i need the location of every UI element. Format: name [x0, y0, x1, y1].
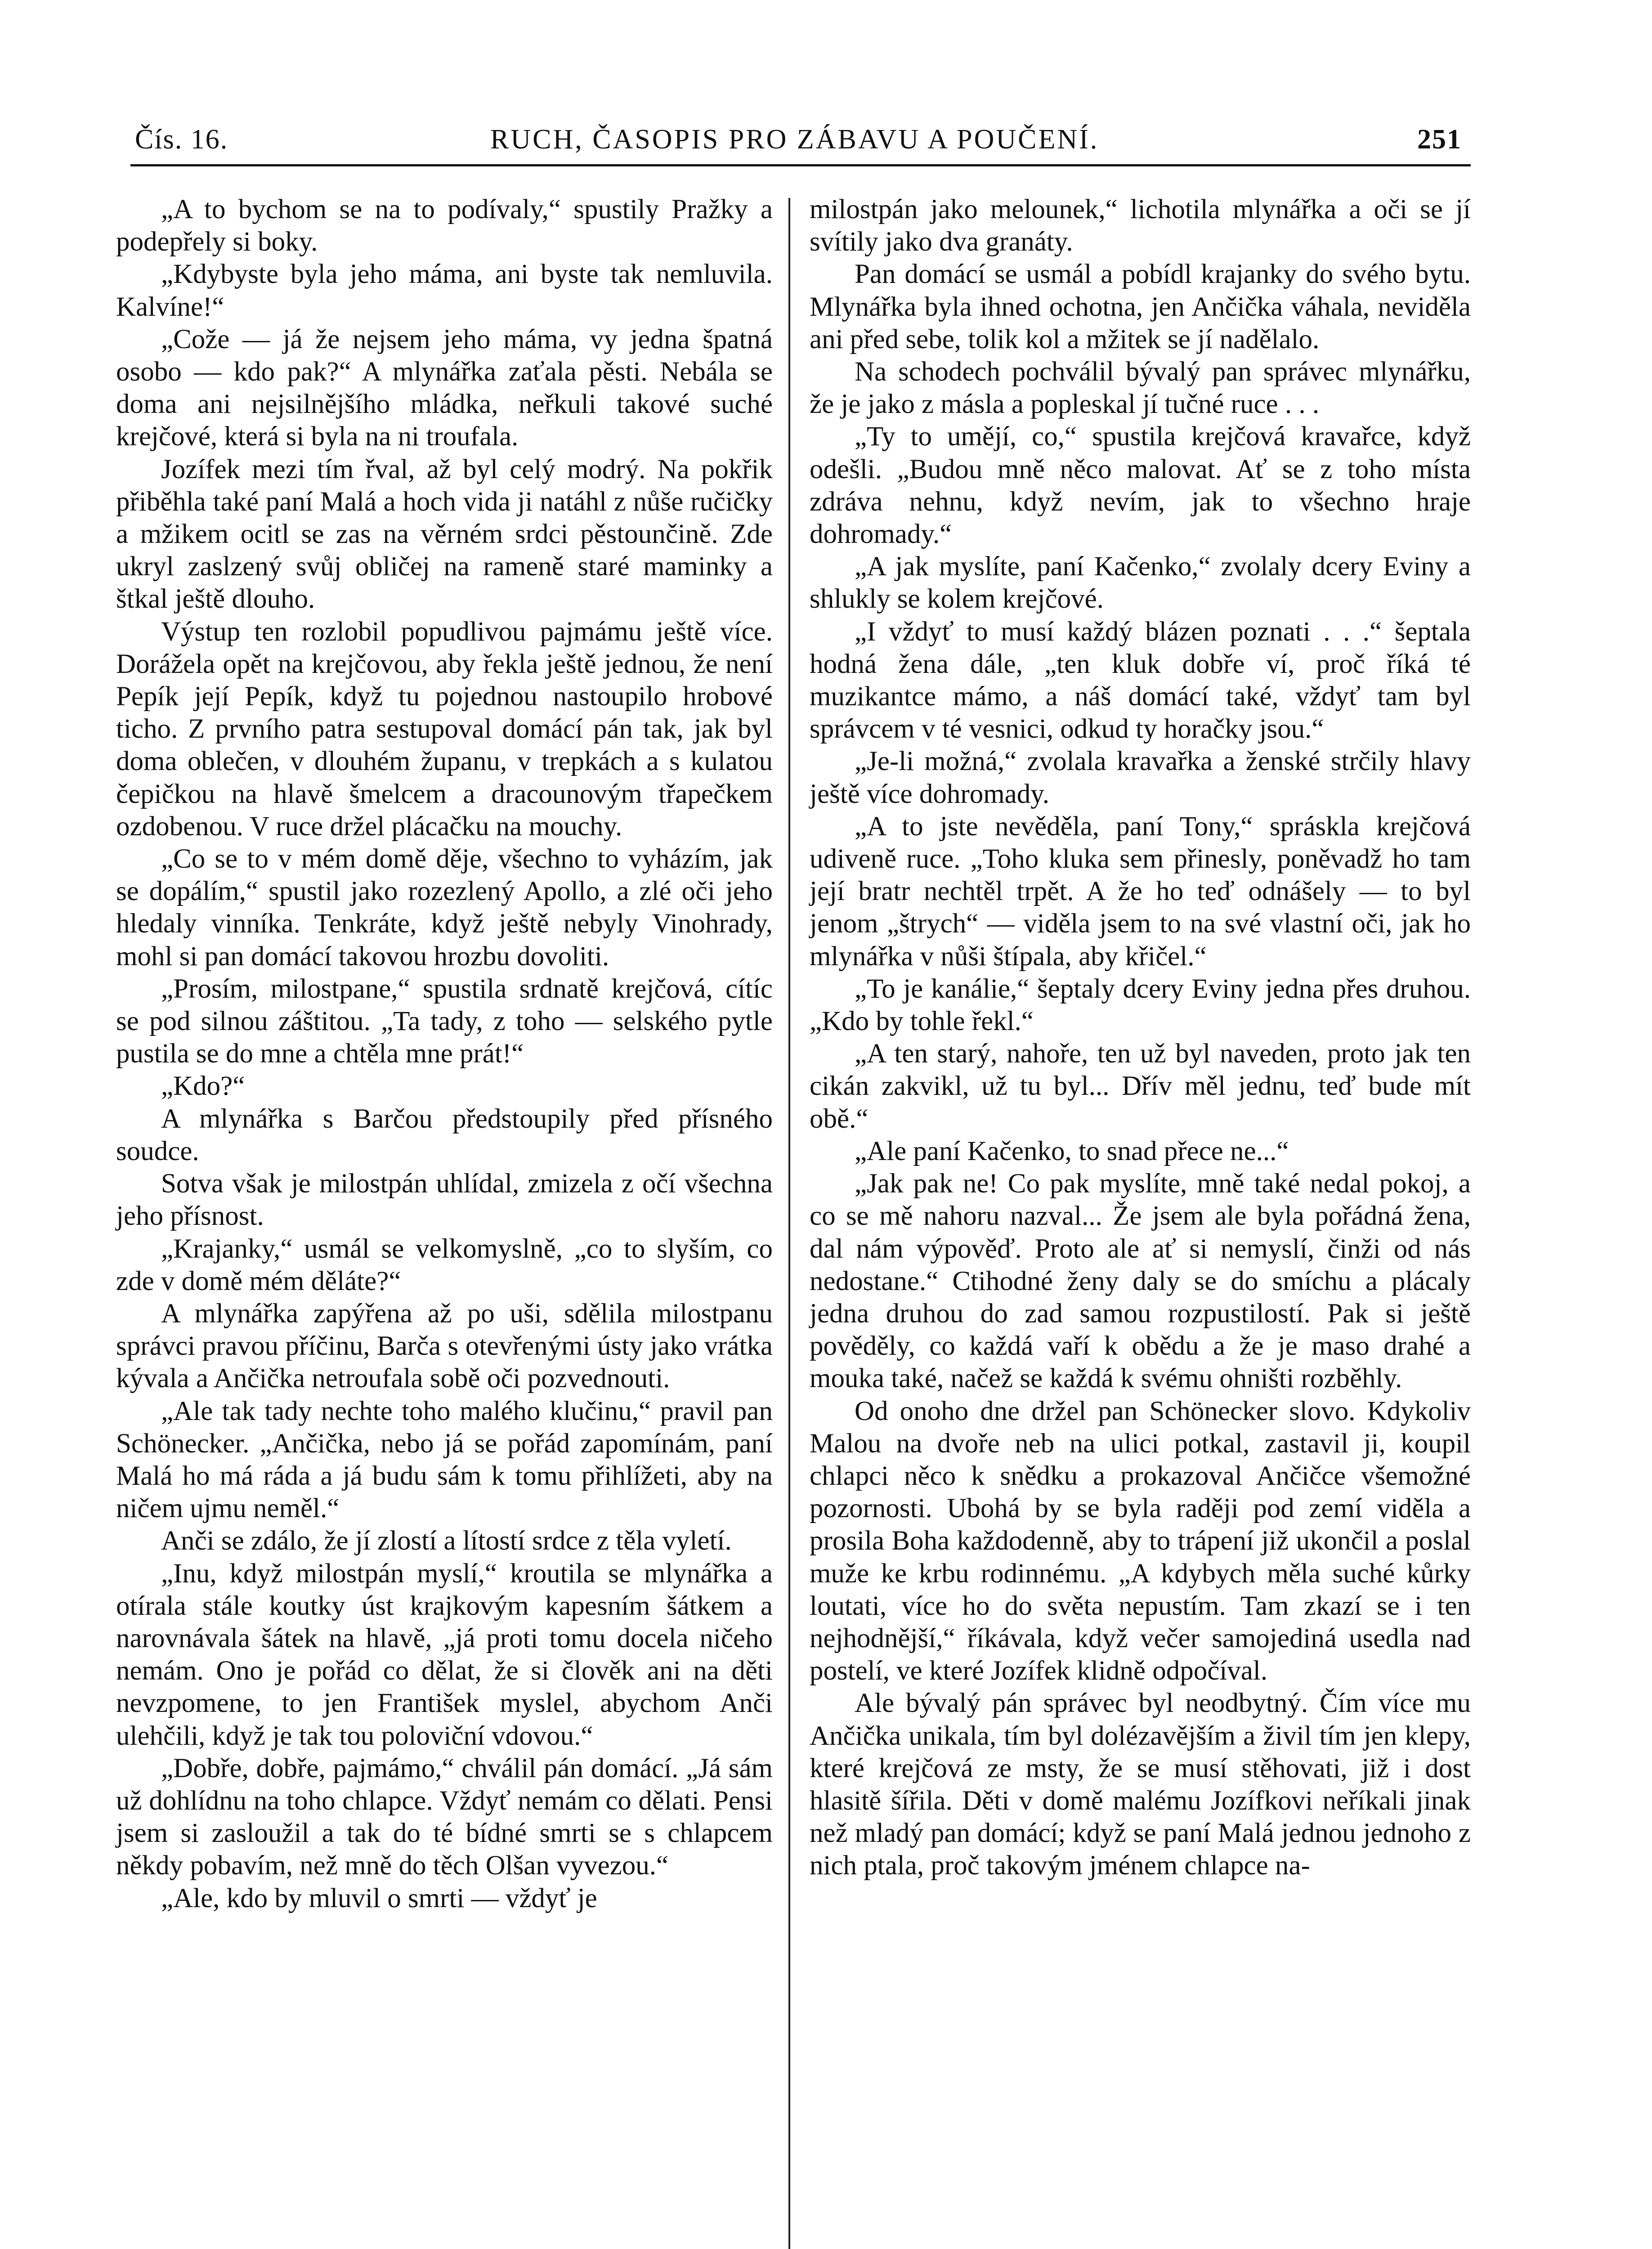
paragraph: Ale bývalý pán správec byl neodbytný. Čím více mu Ančička unikala, tím byl dolézavějším a živil tím jen klepy, které krejčová ze msty, že se musí stěhovati, již i dost hlasitě šířila. Děti v domě malému Jozífkovi neříkali jinak než mladý pan domácí; když se paní Malá jednou jednoho z nich ptala, proč takovým jménem chlapce na- [810, 1688, 1471, 1881]
paragraph: „A jak myslíte, paní Kačenko,“ zvolaly dcery Eviny a shlukly se kolem krejčové. [810, 551, 1471, 614]
paragraph: „To je kanálie,“ šeptaly dcery Eviny jedna přes druhou. „Kdo by tohle řekl.“ [810, 973, 1471, 1037]
page-number: 251 [1417, 124, 1462, 155]
paragraph: „Kdo?“ [161, 1071, 245, 1102]
paragraph: „Inu, když milostpán myslí,“ kroutila se mlynářka a otírala stále koutky úst krajkovým kapesním šátkem a narovnávala šátek na hlavě, „já proti tomu docela ničeho nemám. Ono je pořád co dělat, že si člověk ani na děti nevzpomene, to jen František myslel, abychom Anči ulehčili, když je tak tou poloviční vdovou.“ [116, 1558, 773, 1751]
left-column [116, 193, 773, 1915]
paragraph: „I vždyť to musí každý blázen poznati . . .“ šeptala hodná žena dále, „ten kluk dobře ví, proč říká té muzikantce mámo, a náš domácí také, vždyť tam byl správcem v té vesnici, odkud ty horačky jsou.“ [810, 616, 1471, 744]
paragraph: Anči se zdálo, že jí zlostí a lítostí srdce z těla vyletí. [161, 1526, 732, 1556]
paragraph: Jozífek mezi tím řval, až byl celý modrý. Na pokřik přiběhla také paní Malá a hoch vida ji natáhl z nůše ručičky a mžikem ocitl se zas na věrném srdci pěstounčině. Zde ukryl zaslzený svůj obličej na rameně staré maminky a štkal ještě dlouho. [116, 454, 773, 614]
paragraph: A mlynářka zapýřena až po uši, sdělila milostpanu správci pravou příčinu, Barča s otevřenými ústy jako vrátka kývala a Ančička netroufala sobě oči pozvednouti. [116, 1298, 773, 1394]
running-header [135, 115, 1462, 169]
paragraph: „Ale paní Kačenko, to snad přece ne...“ [855, 1136, 1289, 1166]
paragraph: „Co se to v mém domě děje, všechno to vyházím, jak se dopálím,“ spustil jako rozezlený Apollo, a zlé oči jeho hledaly vinníka. Tenkráte, když ještě nebyly Vinohrady, mohl si pan domácí takovou hrozbu dovoliti. [116, 844, 773, 972]
paragraph: „A to bychom se na to podívaly,“ spustily Pražky a podepřely si boky. [116, 194, 773, 257]
paragraph: „Ale tak tady nechte toho malého klučinu,“ pravil pan Schönecker. „Ančička, nebo já se pořád zapomínám, paní Malá ho má ráda a já budu sám k tomu přihlížeti, aby na ničem ujmu neměl.“ [116, 1396, 773, 1524]
paragraph: „A ten starý, nahoře, ten už byl naveden, proto jak ten cikán zakvikl, už tu byl... Dřív měl jednu, teď bude mít obě.“ [810, 1039, 1471, 1134]
paragraph: milostpán jako melounek,“ lichotila mlynářka a oči se jí svítily jako dva granáty. [810, 194, 1471, 257]
paragraph: Pan domácí se usmál a pobídl krajanky do svého bytu. Mlynářka byla ihned ochotna, jen Ančička váhala, neviděla ani před sebe, tolik kol a mžitek se jí nadělalo. [810, 259, 1471, 354]
column-divider [788, 198, 790, 2249]
paragraph: „Jak pak ne! Co pak myslíte, mně také nedal pokoj, a co se mě nahoru nazval... Že jsem ale byla pořádná žena, dal nám výpověď. Proto ale ať si nemyslí, činži od nás nedostane.“ Ctihodné ženy daly se do smíchu a plácaly jedna druhou do zad samou rozpustilostí. Pak si ještě pověděly, co každá vaří k obědu a že je maso drahé a mouka také, načež se každá k svému ohništi rozběhly. [810, 1169, 1471, 1394]
paragraph: Výstup ten rozlobil popudlivou pajmámu ještě více. Doráželа opět na krejčovou, aby řekla ještě jednou, že není Pepík její Pepík, když tu pojednou nastoupilo hrobové ticho. Z prvního patra sestupoval domácí pán tak, jak byl doma oblečen, v dlouhém županu, v trepkách a s kulatou čepičkou na hlavě šmelcem a dracounovým třapečkem ozdobenou. V ruce držel plácačku na mouchy. [116, 616, 773, 842]
paragraph: „Ale, kdo by mluvil o smrti — vždyť je [161, 1883, 597, 1913]
paragraph: „Prosím, milostpane,“ spustila srdnatě krejčová, cítíc se pod silnou záštitou. „Ta tady, z toho — selského pytle pustila se do mne a chtěla mne prát!“ [116, 973, 773, 1069]
paragraph: Od onoho dne držel pan Schönecker slovo. Kdykoliv Malou na dvoře neb na ulici potkal, zastavil ji, koupil chlapci něco k snědku a prokazoval Ančičce všemožné pozornosti. Ubohá by se byla raději pod zemí viděla a prosila Boha každodenně, aby to trápení již ukončil a poslal muže ke krbu rodinnému. „A kdybych měla suché kůrky loutati, více ho do světa nepustím. Tam zkazí se i ten nejhodnější,“ říkávala, když večer samojediná usedla nad postelí, ve které Jozífek klidně odpočíval. [810, 1396, 1471, 1686]
paragraph: Sotva však je milostpán uhlídal, zmizela z očí všechna jeho přísnost. [116, 1169, 773, 1232]
paragraph: Na schodech pochválil bývalý pan správec mlynářku, že je jako z másla a popleskal jí tučné ruce . . . [810, 357, 1471, 420]
journal-title: RUCH, ČASOPIS PRO ZÁBAVU A POUČENÍ. [490, 124, 1099, 155]
paragraph: „Je-li možná,“ zvolala kravařka a ženské strčily hlavy ještě více dohromady. [810, 746, 1471, 809]
paragraph: „Krajanky,“ usmál se velkomyslně, „co to slyším, co zde v domě mém děláte?“ [116, 1233, 773, 1296]
paragraph: „Cože — já že nejsem jeho máma, vy jedna špatná osobo — kdo pak?“ A mlynářka zaťala pěsti. Nebála se doma ani nejsilnějšího mládka, neřkuli takové suché krejčové, která si byla na ni troufala. [116, 324, 773, 452]
right-column [810, 193, 1471, 1882]
paragraph: „Ty to umějí, co,“ spustila krejčová kravařce, když odešli. „Budou mně něco malovat. Ať se z toho místa zdráva nehnu, když nevím, jak to všechno hraje dohromady.“ [810, 421, 1471, 550]
header-rule [130, 164, 1471, 166]
paragraph: A mlynářka s Barčou předstoupily před přísného soudce. [116, 1103, 773, 1166]
issue-number: Čís. 16. [135, 124, 228, 155]
paragraph: „Dobře, dobře, pajmámo,“ chválil pán domácí. „Já sám už dohlídnu na toho chlapce. Vždyť nemám co dělati. Pensi jsem si zasloužil a tak do té bídné smrti se s chlapcem někdy pobavím, než mně do těch Olšan vyvezou.“ [116, 1753, 773, 1881]
paragraph: „A to jste nevěděla, paní Tony,“ spráskla krejčová udiveně ruce. „Toho kluka sem přinesly, poněvadž ho tam její bratr nechtěl trpět. A že ho teď odnášely — to byl jenom „štrych“ — viděla jsem to na své vlastní oči, jak ho mlynářka v nůši štípala, aby křičel.“ [810, 811, 1471, 972]
paragraph: „Kdybyste byla jeho máma, ani byste tak nemluvila. Kalvíne!“ [116, 259, 773, 322]
